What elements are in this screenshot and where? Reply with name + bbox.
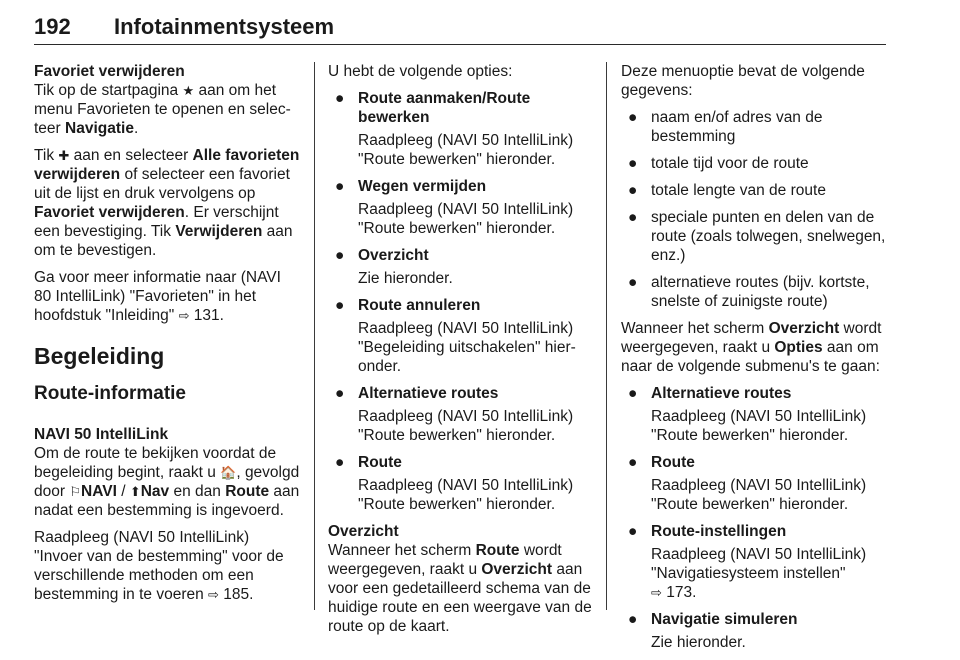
subsection-heading: NAVI 50 IntelliLink (34, 426, 169, 443)
subsection-heading: Overzicht (328, 523, 399, 540)
list-item: ● Route aanmaken/Route bewerken Raadpleeg (NAVI 50 IntelliLink) "Route bewerken" hieronder. (335, 90, 574, 168)
column-divider (314, 62, 315, 610)
paragraph: Deze menuoptie bevat de volgende gegevens: (621, 63, 865, 99)
section-heading: Route-informatie (34, 383, 186, 404)
star-icon: ★ (182, 83, 195, 98)
bullet-icon: ● (628, 454, 638, 471)
paragraph: Wanneer het scherm Overzicht wordt weergegeven, raakt u Opties aan om naar de volgende submenu's te gaan: (621, 320, 882, 375)
page-number: 192 (34, 14, 71, 39)
list-item: ● Wegen vermijden Raadpleeg (NAVI 50 IntelliLink) "Route bewerken" hieronder. (335, 178, 574, 237)
column-divider (606, 62, 607, 610)
list-item: ● naam en/of adres van de bestemming (628, 109, 823, 145)
paragraph: Raadpleeg (NAVI 50 IntelliLink) "Invoer van de bestemming" voor de verschillende methoden om een bestemming in te voeren ⇨ 185. (34, 529, 284, 603)
list-item: ● Overzicht Zie hieronder. (335, 247, 453, 287)
list-item: ● Route Raadpleeg (NAVI 50 IntelliLink) "Route bewerken" hieronder. (335, 454, 574, 513)
bullet-icon: ● (628, 109, 638, 126)
column-middle (328, 62, 592, 644)
paragraph: Om de route te bekijken voordat de begeleiding begint, raakt u 🏠, gevolgd door ⚐NAVI / ⬆Nav en dan Route aan nadat een bestemming is ingevoerd. (34, 445, 300, 519)
list-item: ● totale tijd voor de route (628, 155, 809, 172)
bullet-icon: ● (628, 274, 638, 291)
bullet-icon: ● (335, 247, 345, 264)
list-item: ● alternatieve routes (bijv. kortste, snelste of zuinigste route) (628, 274, 870, 310)
page-header (34, 10, 886, 45)
paragraph: Wanneer het scherm Route wordt weergegeven, raakt u Overzicht aan voor een gedetailleerd schema van de huidige route en een weergave van de route op de kaart. (328, 542, 592, 635)
paragraph: Ga voor meer informatie naar (NAVI 80 IntelliLink) "Favorieten" in het hoofdstuk "Inleiding" ⇨ 131. (34, 269, 281, 324)
paragraph: Tik op de startpagina ★ aan om het menu Favorieten te openen en selecteer Navigatie. (34, 82, 291, 137)
bullet-icon: ● (628, 182, 638, 199)
column-left (34, 62, 300, 612)
navigation-arrow-icon: ⬆ (129, 484, 141, 499)
page-reference-icon: ⇨ (651, 585, 662, 600)
list-item: ● Route Raadpleeg (NAVI 50 IntelliLink) "Route bewerken" hieronder. (628, 454, 867, 513)
bullet-icon: ● (335, 385, 345, 402)
section-heading: Favoriet verwijderen (34, 63, 185, 80)
list-item: ● Alternatieve routes Raadpleeg (NAVI 50 IntelliLink) "Route bewerken" hieronder. (628, 385, 867, 444)
list-item: ● Route-instellingen Raadpleeg (NAVI 50 IntelliLink) "Navigatiesysteem instellen" ⇨ 173. (628, 523, 867, 601)
home-icon: 🏠 (220, 465, 237, 480)
bullet-icon: ● (335, 178, 345, 195)
page-title: Infotainmentsysteem (114, 14, 335, 39)
page-reference-icon: ⇨ (178, 308, 190, 323)
bullet-icon: ● (628, 385, 638, 402)
bullet-icon: ● (628, 611, 638, 628)
bullet-icon: ● (628, 209, 638, 226)
bullet-icon: ● (628, 523, 638, 540)
bullet-icon: ● (335, 90, 345, 107)
page-reference-icon: ⇨ (208, 587, 219, 602)
column-right (621, 62, 889, 660)
list-item: ● Navigatie simuleren Zie hieronder. (628, 611, 798, 651)
bullet-icon: ● (335, 297, 345, 314)
chapter-heading: Begeleiding (34, 343, 165, 369)
bullet-icon: ● (335, 454, 345, 471)
plus-icon: ✚ (58, 148, 70, 163)
paragraph: Tik ✚ aan en selecteer Alle favorieten verwijderen of selecteer een favoriet uit de lijst en druk vervolgens op Favoriet verwijderen. Er verschijnt een bevestiging. Tik Verwijderen aan om te bevestigen. (34, 147, 300, 259)
flag-icon: ⚐ (69, 484, 81, 499)
paragraph: U hebt de volgende opties: (328, 63, 513, 80)
bullet-icon: ● (628, 155, 638, 172)
list-item: ● speciale punten en delen van de route (zoals tolwegen, snelwegen, enz.) (628, 209, 886, 264)
list-item: ● Alternatieve routes Raadpleeg (NAVI 50 IntelliLink) "Route bewerken" hieronder. (335, 385, 574, 444)
list-item: ● totale lengte van de route (628, 182, 826, 199)
list-item: ● Route annuleren Raadpleeg (NAVI 50 IntelliLink) "Begeleiding uitschakelen" hieronder. (335, 297, 576, 375)
